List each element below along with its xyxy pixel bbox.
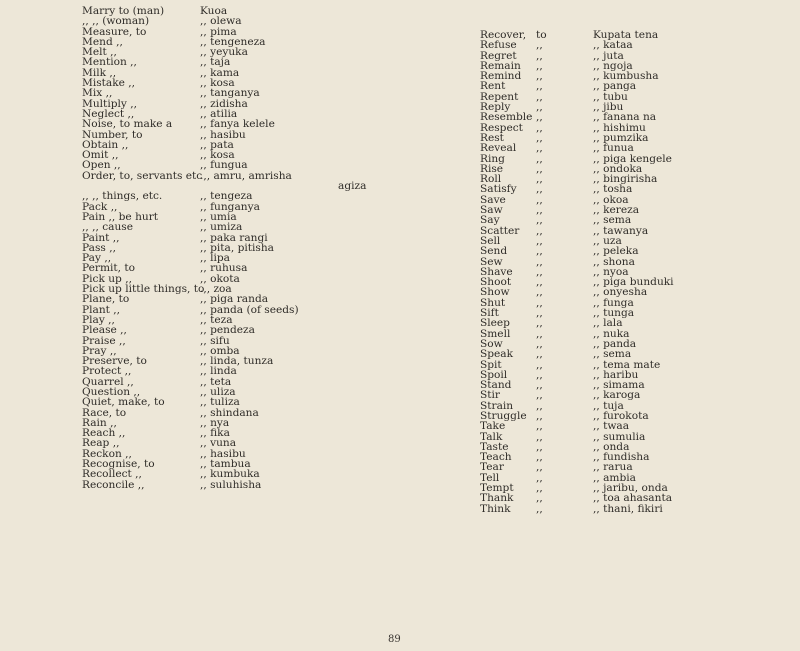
english-term: Omit ,, xyxy=(82,149,119,162)
swahili-translation: ,, fundisha xyxy=(593,451,650,464)
english-term: Shut xyxy=(480,296,506,309)
english-term: Please ,, xyxy=(82,324,127,337)
swahili-translation: ,, zidisha xyxy=(200,97,248,110)
swahili-translation: ,, tosha xyxy=(593,183,633,196)
ditto-mark: ,, xyxy=(536,317,543,330)
english-term: Sift xyxy=(480,307,499,320)
swahili-translation: ,, kataa xyxy=(593,39,633,52)
english-term: Number, to xyxy=(82,128,143,141)
english-term: Roll xyxy=(480,173,502,186)
english-term: Obtain ,, xyxy=(82,138,129,151)
ditto-mark: ,, xyxy=(536,348,543,361)
ditto-mark: ,, xyxy=(536,358,543,371)
ditto-mark: ,, xyxy=(536,131,543,144)
swahili-translation: ,, kereza xyxy=(593,204,640,217)
ditto-mark: ,, xyxy=(536,173,543,186)
swahili-translation: ,, pita, pitisha xyxy=(200,241,274,254)
english-term: Tear xyxy=(480,461,504,474)
english-term: Smell xyxy=(480,327,511,340)
ditto-mark: ,, xyxy=(536,451,543,464)
english-term: Scatter xyxy=(480,224,520,237)
swahili-translation: ,, nya xyxy=(200,416,230,429)
swahili-translation: ,, piga randa xyxy=(200,293,269,306)
english-term: Sow xyxy=(480,337,503,350)
swahili-translation: ,, umia xyxy=(200,210,237,223)
swahili-translation: ,, omba xyxy=(200,344,240,357)
swahili-translation: ,, olewa xyxy=(200,15,242,28)
english-term: Race, to xyxy=(82,406,127,419)
swahili-translation: ,, piga bunduki xyxy=(593,276,674,289)
swahili-translation: ,, lala xyxy=(593,317,623,330)
swahili-translation: ,, ondoka xyxy=(593,162,643,175)
english-term: Preserve, to xyxy=(82,355,147,368)
swahili-translation: ,, panda (of seeds) xyxy=(200,303,299,316)
ditto-mark: ,, xyxy=(536,430,543,443)
english-term: Pack ,, xyxy=(82,200,118,213)
swahili-translation: ,, hasibu xyxy=(200,128,246,141)
english-term: Think xyxy=(480,502,511,515)
english-term: Reach ,, xyxy=(82,427,126,440)
swahili-translation: Kuoa xyxy=(200,5,228,17)
english-term: Send xyxy=(480,245,508,258)
english-term: Melt ,, xyxy=(82,46,117,59)
swahili-translation: ,, sifu xyxy=(200,334,230,347)
english-term: Mention ,, xyxy=(82,56,137,69)
english-term: Reap ,, xyxy=(82,437,120,450)
swahili-translation: ,, fungua xyxy=(200,159,248,172)
english-term: Strain xyxy=(480,399,514,412)
swahili-translation: ,, teza xyxy=(200,313,233,326)
english-term: Pick up little things, to xyxy=(82,283,205,296)
english-term: Quarrel ,, xyxy=(82,375,134,388)
english-term: Recognise, to xyxy=(82,458,155,471)
english-term: Praise ,, xyxy=(82,334,126,347)
ditto-mark: ,, xyxy=(536,142,543,155)
swahili-translation: ,, shona xyxy=(593,255,635,268)
english-term: Permit, to xyxy=(82,262,136,275)
english-term: Mix ,, xyxy=(82,87,113,100)
swahili-translation: ,, hishimu xyxy=(593,121,646,134)
english-term: Remain xyxy=(480,59,521,72)
ditto-mark: ,, xyxy=(536,90,543,103)
ditto-mark: ,, xyxy=(536,337,543,350)
swahili-translation: ,, fanya kelele xyxy=(200,118,275,131)
ditto-mark: ,, xyxy=(536,49,543,62)
swahili-translation: ,, tuliza xyxy=(200,396,240,409)
ditto-mark: ,, xyxy=(536,399,543,412)
english-term: ,, ,, things, etc. xyxy=(82,190,163,203)
english-term: Spoil xyxy=(480,368,508,381)
ditto-mark: to xyxy=(536,29,547,41)
ditto-mark: ,, xyxy=(536,379,543,392)
swahili-translation: ,, bingirisha xyxy=(593,173,658,186)
swahili-translation: ,, atilia xyxy=(200,107,238,120)
swahili-translation: ,, funua xyxy=(593,142,634,155)
swahili-translation: ,, pata xyxy=(200,138,234,151)
english-term: Recover, xyxy=(480,29,527,41)
swahili-translation: ,, paka rangi xyxy=(200,231,268,244)
swahili-translation: ,, tunga xyxy=(593,307,635,320)
swahili-translation: ,, sema xyxy=(593,214,632,227)
english-term: Milk ,, xyxy=(82,66,117,79)
swahili-translation: ,, panga xyxy=(593,80,637,93)
swahili-translation: ,, shindana xyxy=(200,406,259,419)
ditto-mark: ,, xyxy=(536,327,543,340)
english-term: Stand xyxy=(480,379,512,392)
swahili-translation: ,, furokota xyxy=(593,409,649,422)
ditto-mark: ,, xyxy=(536,286,543,299)
swahili-translation: ,, kumbusha xyxy=(593,70,659,83)
english-term: Pick up ,, xyxy=(82,272,132,285)
english-term: Reply xyxy=(480,101,511,114)
english-term: Neglect ,, xyxy=(82,107,135,120)
swahili-translation: ,, hasibu xyxy=(200,447,246,460)
swahili-translation: ,, uza xyxy=(593,234,622,247)
ditto-mark: ,, xyxy=(536,276,543,289)
english-term: Tell xyxy=(480,471,500,484)
swahili-translation: ,, umiza xyxy=(200,221,243,234)
english-term: Rise xyxy=(480,162,504,175)
swahili-translation: ,, peleka xyxy=(593,245,639,258)
english-term: Save xyxy=(480,193,506,206)
swahili-translation: ,, tambua xyxy=(200,458,251,471)
english-term: Pray ,, xyxy=(82,344,117,357)
swahili-translation: ,, ruhusa xyxy=(200,262,248,275)
swahili-translation: ,, vuna xyxy=(200,437,237,450)
english-term: Pain ,, be hurt xyxy=(82,210,159,223)
english-term: Paint ,, xyxy=(82,231,120,244)
ditto-mark: ,, xyxy=(536,121,543,134)
english-term: Rent xyxy=(480,80,506,93)
ditto-mark: ,, xyxy=(536,461,543,474)
ditto-mark: ,, xyxy=(536,307,543,320)
english-term: Satisfy xyxy=(480,183,517,196)
swahili-translation: ,, tengeza xyxy=(200,190,253,203)
swahili-translation: ,, fika xyxy=(200,427,230,440)
english-term: Open ,, xyxy=(82,159,121,172)
english-term: Measure, to xyxy=(82,25,147,38)
ditto-mark: ,, xyxy=(536,111,543,124)
ditto-mark: ,, xyxy=(536,368,543,381)
english-term: Rest xyxy=(480,131,504,144)
ditto-mark: ,, xyxy=(536,193,543,206)
swahili-translation: ,, kama xyxy=(200,66,240,79)
english-term: Rain ,, xyxy=(82,416,117,429)
swahili-translation: ,, ngoja xyxy=(593,59,633,72)
english-term: Sleep xyxy=(480,317,510,330)
ditto-mark: ,, xyxy=(536,224,543,237)
english-term: Take xyxy=(480,420,506,433)
swahili-translation: ,, piga kengele xyxy=(593,152,672,165)
english-term: Ring xyxy=(480,152,505,165)
ditto-mark: ,, xyxy=(536,234,543,247)
swahili-translation: ,, uliza xyxy=(200,385,236,398)
english-term: Regret xyxy=(480,49,517,62)
english-term: Mistake ,, xyxy=(82,77,136,90)
english-term: Quiet, make, to xyxy=(82,396,165,409)
ditto-mark: ,, xyxy=(536,420,543,433)
english-term: Play ,, xyxy=(82,313,115,326)
swahili-translation: ,, kumbuka xyxy=(200,468,260,481)
swahili-translation: ,, nuka xyxy=(593,327,630,340)
swahili-translation: ,, lipa xyxy=(200,252,230,265)
swahili-translation: ,, funga xyxy=(593,296,634,309)
english-term: Sell xyxy=(480,234,501,247)
swahili-translation: ,, fanana na xyxy=(593,111,657,124)
english-term: Protect ,, xyxy=(82,365,132,378)
swahili-translation: ,, karoga xyxy=(593,389,641,402)
english-term: Talk xyxy=(480,430,503,443)
swahili-translation: .,, zoa xyxy=(200,283,232,296)
swahili-translation: ,, kosa xyxy=(200,77,235,90)
swahili-translation: ,, linda xyxy=(200,365,237,378)
swahili-translation: ,, thani, fikiri xyxy=(593,502,663,515)
english-term: Mend ,, xyxy=(82,35,123,48)
ditto-mark: ,, xyxy=(536,502,543,515)
english-term: Saw xyxy=(480,204,503,217)
english-term: Noise, to make a xyxy=(82,118,173,131)
swahili-translation: ,, tubu xyxy=(593,90,628,103)
swahili-translation: ,, juta xyxy=(593,49,624,62)
swahili-translation: ,, ambia xyxy=(593,471,636,484)
english-term: Recollect ,, xyxy=(82,468,142,481)
swahili-translation: ,, nyoa xyxy=(593,265,629,278)
swahili-translation: ,, rarua xyxy=(593,461,633,474)
swahili-translation: ,, tanganya xyxy=(200,87,260,100)
english-term: Order, to, servants etc xyxy=(82,169,203,182)
english-term: Thank xyxy=(480,492,514,505)
english-term: Question ,, xyxy=(82,385,141,398)
english-term: Struggle xyxy=(480,409,527,422)
swahili-translation: ,, pumzika xyxy=(593,131,649,144)
english-term: Repent xyxy=(480,90,519,103)
swahili-translation: ,, jibu xyxy=(593,101,624,114)
ditto-mark: ,, xyxy=(536,204,543,217)
ditto-mark: ,, xyxy=(536,482,543,495)
english-term: Say xyxy=(480,214,500,227)
english-term: Refuse xyxy=(480,39,517,52)
swahili-translation: ,, twaa xyxy=(593,420,630,433)
english-term: Plane, to xyxy=(82,293,130,306)
english-term: Shoot xyxy=(480,276,512,289)
swahili-translation: ,, okoa xyxy=(593,193,629,206)
ditto-mark: ,, xyxy=(536,59,543,72)
english-term: Reckon ,, xyxy=(82,447,132,460)
english-term: Reveal xyxy=(480,142,517,155)
english-term: Show xyxy=(480,286,510,299)
swahili-translation: ,, onyesha xyxy=(593,286,648,299)
ditto-mark: ,, xyxy=(536,265,543,278)
swahili-translation: ,, taja xyxy=(200,56,231,69)
english-term: Pay ,, xyxy=(82,252,112,265)
english-term: Remind xyxy=(480,70,522,83)
english-term: Taste xyxy=(480,440,509,453)
english-term: Speak xyxy=(480,348,514,361)
ditto-mark: ,, xyxy=(536,80,543,93)
swahili-translation: ,, linda, tunza xyxy=(200,355,274,368)
swahili-translation: ,, yeyuka xyxy=(200,46,248,59)
swahili-translation: Kupata tena xyxy=(593,29,659,41)
english-term: Plant ,, xyxy=(82,303,121,316)
swahili-translation: ,, pima xyxy=(200,25,237,38)
swahili-translation: ,, sema xyxy=(593,348,632,361)
ditto-mark: ,, xyxy=(536,296,543,309)
ditto-mark: ,, xyxy=(536,440,543,453)
ditto-mark: ,, xyxy=(536,492,543,505)
ditto-mark: ,, xyxy=(536,183,543,196)
swahili-translation: ,, funganya xyxy=(200,200,260,213)
page-number: 89 xyxy=(388,634,401,645)
swahili-translation: ,, panda xyxy=(593,337,637,350)
swahili-translation: ,, tema mate xyxy=(593,358,661,371)
english-term: Pass ,, xyxy=(82,241,116,254)
english-term: ,, ,, (woman) xyxy=(82,15,150,28)
english-term: Stir xyxy=(480,389,500,402)
ditto-mark: ,, xyxy=(536,214,543,227)
swahili-translation: ,, jaribu, onda xyxy=(593,482,668,495)
ditto-mark: ,, xyxy=(536,409,543,422)
swahili-translation: .,, amru, amrisha xyxy=(200,169,292,182)
english-term: Resemble xyxy=(480,111,533,124)
swahili-translation: ,, onda xyxy=(593,440,630,453)
swahili-translation: ,, teta xyxy=(200,375,232,388)
ditto-mark: ,, xyxy=(536,162,543,175)
ditto-mark: ,, xyxy=(536,255,543,268)
ditto-mark: ,, xyxy=(536,245,543,258)
swahili-translation: ,, sumulia xyxy=(593,430,646,443)
english-term: Teach xyxy=(480,451,512,464)
ditto-mark: ,, xyxy=(536,152,543,165)
swahili-translation: ,, haribu xyxy=(593,368,639,381)
swahili-translation: ,, tuja xyxy=(593,399,624,412)
swahili-translation: ,, kosa xyxy=(200,149,235,162)
english-term: Marry to (man) xyxy=(82,5,165,17)
swahili-translation: ,, pendeza xyxy=(200,324,255,337)
swahili-translation: ,, toa ahasanta xyxy=(593,492,673,505)
swahili-translation: ,, tawanya xyxy=(593,224,649,237)
english-term: Shave xyxy=(480,265,513,278)
ditto-mark: ,, xyxy=(536,70,543,83)
swahili-translation: ,, simama xyxy=(593,379,645,392)
english-term: Reconcile ,, xyxy=(82,478,145,491)
english-term: Multiply ,, xyxy=(82,97,137,110)
ditto-mark: ,, xyxy=(536,101,543,114)
swahili-translation: ,, suluhisha xyxy=(200,478,262,491)
english-term: Spit xyxy=(480,358,502,371)
ditto-mark: ,, xyxy=(536,389,543,402)
swahili-translation: ,, tengeneza xyxy=(200,35,266,48)
ditto-mark: ,, xyxy=(536,471,543,484)
english-term: ,, ,, cause xyxy=(82,221,133,234)
swahili-translation: agiza xyxy=(338,180,367,193)
swahili-translation: ,, okota xyxy=(200,272,240,285)
ditto-mark: ,, xyxy=(536,39,543,52)
english-term: Tempt xyxy=(480,482,514,495)
english-term: Sew xyxy=(480,255,503,268)
english-term: Respect xyxy=(480,121,523,134)
